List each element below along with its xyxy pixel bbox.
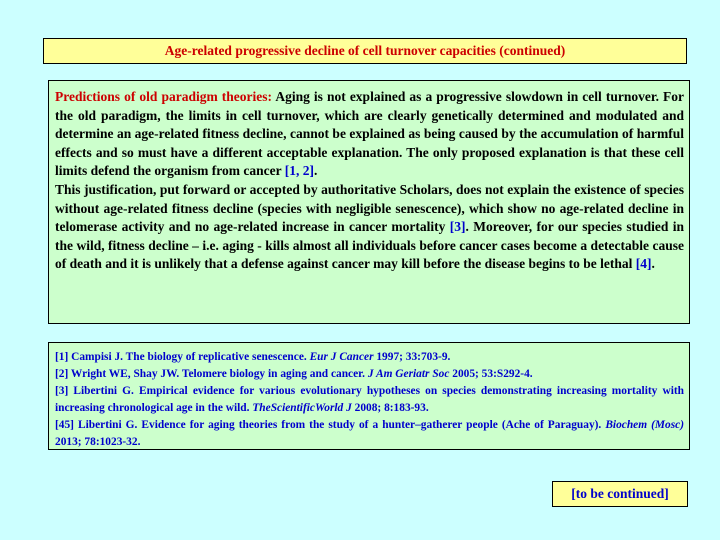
references-box <box>48 342 690 450</box>
slide-title: Age-related progressive decline of cell turnover capacities (continued) <box>43 38 687 64</box>
paragraph-2-middle: . Moreover, for our species studied in the wild, fitness decline – i.e. aging - kills almost all individuals before cancer cases become a detectable cause of death and it is unlikely that a defense against cancer may kill before the disease begins to be lethal <box>55 219 684 272</box>
paragraph-2 <box>55 181 684 274</box>
reference-citation: 2008; 8:183-93. <box>351 402 429 414</box>
reference-text: [1] Campisi J. The biology of replicative senescence. <box>55 351 310 363</box>
reference-journal: Eur J Cancer <box>309 351 374 363</box>
citation-3: [3] <box>449 219 466 235</box>
reference-text: [3] Libertini G. Empirical evidence for various evolutionary hypotheses on species demonstrating increasing mortality with increasing chronological age in the wild. <box>55 385 684 414</box>
continued-label: [to be continued] <box>552 481 688 507</box>
reference-text: [45] Libertini G. Evidence for aging theories from the study of a hunter–gatherer people (Ache of Paraguay). <box>55 419 606 431</box>
reference-citation: 2005; 53:S292-4. <box>449 368 533 380</box>
reference-journal: TheScientificWorld J <box>252 402 352 414</box>
reference-journal: J Am Geriatr Soc <box>367 368 450 380</box>
reference-item <box>55 349 684 366</box>
paragraph-1-text: Aging is not explained as a progressive slowdown in cell turnover. For the old paradigm, the limits in cell turnover, which are clearly genetically determined and modulated and determine an age-related fitness decline, cannot be explained as being caused by the accumulation of harmful effects and so must have a different acceptable explanation. The only proposed explanation is that these cell limits defend the organism from cancer <box>55 89 685 179</box>
reference-citation: 1997; 33:703-9. <box>373 351 451 363</box>
reference-item <box>55 383 684 417</box>
citation-1-2: [1, 2] <box>284 163 314 179</box>
main-text-box <box>48 80 690 324</box>
section-heading: Predictions of old paradigm theories: <box>55 89 273 104</box>
reference-item <box>55 417 684 451</box>
paragraph-2-end: . <box>651 256 655 272</box>
reference-item <box>55 366 684 383</box>
paragraph-1 <box>55 88 684 181</box>
reference-citation: 2013; 78:1023-32. <box>55 436 141 448</box>
paragraph-2-text: This justification, put forward or accepted by authoritative Scholars, does not explain the existence of species without age-related fitness decline (species with negligible senescence), which show no age-related decline in telomerase activity and no age-related increase in cancer mortality <box>55 181 684 235</box>
paragraph-1-end: . <box>313 163 318 179</box>
reference-text: [2] Wright WE, Shay JW. Telomere biology in aging and cancer. <box>55 368 368 380</box>
citation-4: [4] <box>635 256 652 272</box>
reference-journal: Biochem (Mosc) <box>605 419 684 431</box>
